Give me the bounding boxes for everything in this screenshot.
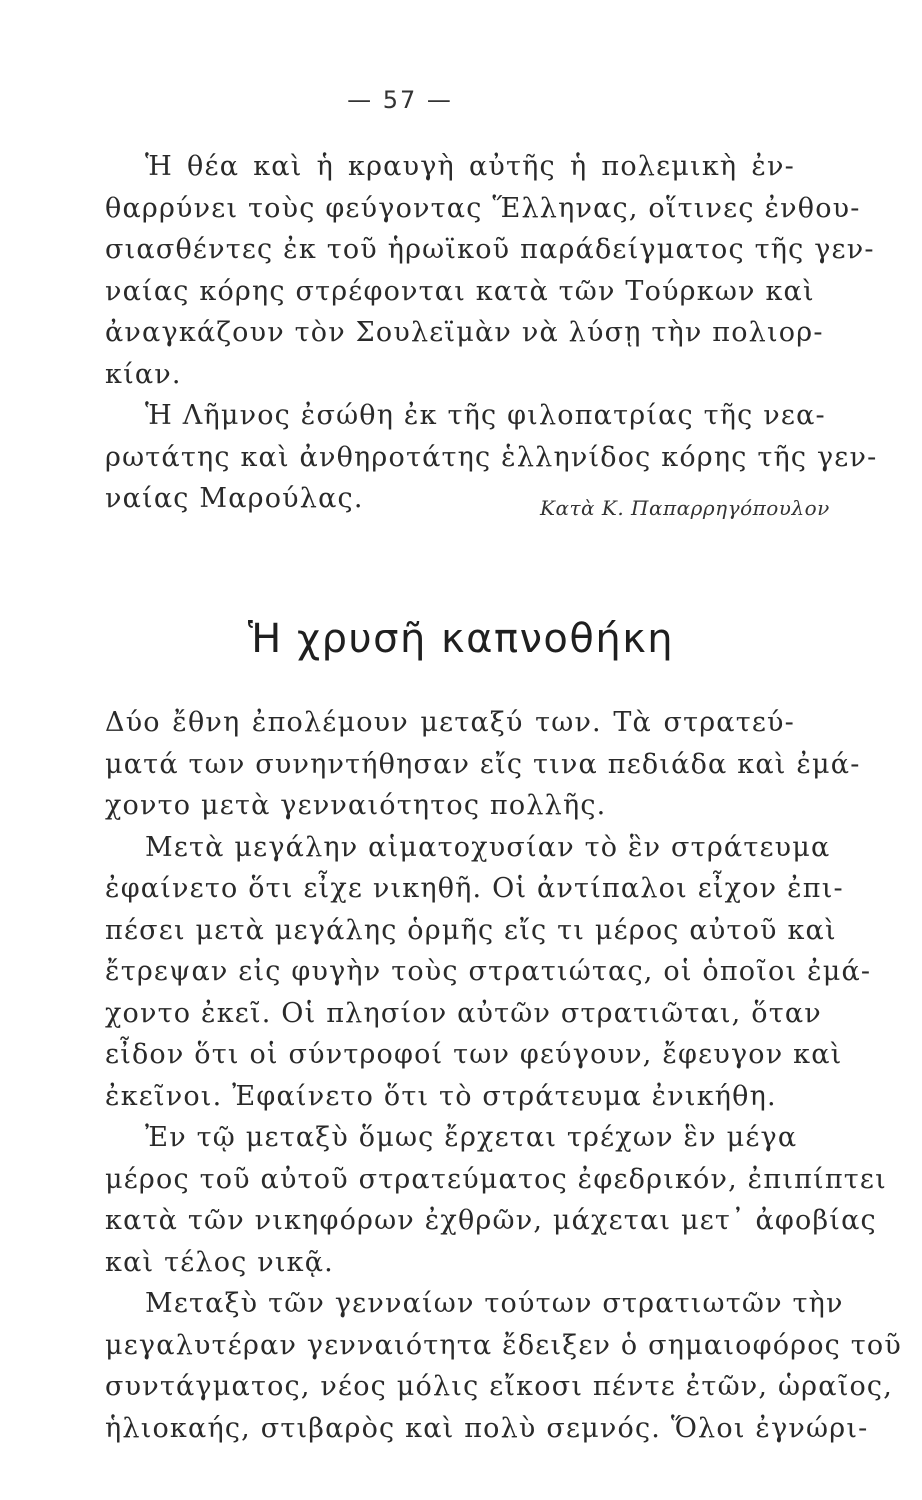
text-line: ναίας Μαρούλας. [105, 483, 364, 514]
text-line: ρωτάτης καὶ ἀνθηροτάτης ἑλληνίδος κόρης τῆς γεν- [105, 441, 878, 473]
text-line: ἐκεῖνοι. Ἐφαίνετο ὅτι τὸ στράτευμα ἐνικήθη. [105, 1080, 777, 1112]
text-line: Ἡ Λῆμνος ἐσώθη ἐκ τῆς φιλοπατρίας τῆς νεα- [145, 400, 826, 431]
text-line: Ἡ θέα καὶ ἡ κραυγὴ αὐτῆς ἡ πολεμικὴ ἐν- [145, 151, 795, 182]
text-line: Μεταξὺ τῶν γενναίων τούτων στρατιωτῶν τὴν [145, 1288, 844, 1319]
text-line: εἶδον ὅτι οἱ σύντροφοί των φεύγουν, ἔφευγον καὶ [105, 1039, 843, 1070]
text-line: συντάγματος, νέος μόλις εἴκοσι πέντε ἐτῶν, ὡραῖος, [105, 1371, 894, 1402]
text-line: σιασθέντες ἐκ τοῦ ἡρωϊκοῦ παράδείγματος τῆς γεν- [105, 234, 875, 265]
text-line: καὶ τέλος νικᾷ. [105, 1246, 334, 1278]
author-attribution: Κατὰ Κ. Παπαρρηγόπουλον [540, 496, 830, 520]
text-line: ἡλιοκαής, στιβαρὸς καὶ πολὺ σεμνός. Ὅλοι ἐγνώρι- [105, 1412, 869, 1444]
text-line: κίαν. [105, 358, 182, 390]
story-paragraphs [105, 702, 902, 1449]
text-line: μέρος τοῦ αὐτοῦ στρατεύματος ἐφεδρικόν, ἐπιπίπτει [105, 1163, 887, 1195]
text-line: πέσει μετὰ μεγάλης ὁρμῆς εἴς τι μέρος αὐτοῦ καὶ [105, 914, 837, 946]
text-line: ματά των συνηντήθησαν εἴς τινα πεδιάδα καὶ ἐμά- [105, 748, 861, 780]
text-line: Δύο ἔθνη ἐπολέμουν μεταξύ των. Τὰ στρατεύ- [105, 707, 795, 738]
text-line: χοντο ἐκεῖ. Οἱ πλησίον αὐτῶν στρατιῶται, ὅταν [105, 997, 822, 1029]
text-line: Ἐν τῷ μεταξὺ ὅμως ἔρχεται τρέχων ἓν μέγα [145, 1122, 798, 1153]
text-line: θαρρύνει τοὺς φεύγοντας Ἕλληνας, οἵτινες ἐνθου- [105, 192, 861, 224]
text-line: χοντο μετὰ γενναιότητος πολλῆς. [105, 790, 607, 821]
text-line: ναίας κόρης στρέφονται κατὰ τῶν Τούρκων καὶ [105, 275, 815, 307]
text-line: ἀναγκάζουν τὸν Σουλεϊμὰν νὰ λύσῃ τὴν πολιορ- [105, 317, 824, 348]
text-line: ἐφαίνετο ὅτι εἶχε νικηθῆ. Οἱ ἀντίπαλοι εἶχον ἐπι- [105, 873, 844, 904]
text-line: μεγαλυτέραν γενναιότητα ἔδειξεν ὁ σημαιοφόρος τοῦ [105, 1329, 902, 1361]
text-line: ἔτρεψαν εἰς φυγὴν τοὺς στρατιώτας, οἱ ὁποῖοι ἐμά- [105, 956, 872, 987]
text-line: κατὰ τῶν νικηφόρων ἐχθρῶν, μάχεται μετ᾽ ἀφοβίας [105, 1205, 877, 1236]
intro-paragraphs [105, 146, 878, 520]
story-title: Ἡ χρυσῆ καπνοθήκη [247, 616, 675, 662]
text-line: Μετὰ μεγάλην αἱματοχυσίαν τὸ ἓν στράτευμα [145, 831, 831, 863]
page-number: — 57 — [347, 86, 453, 114]
